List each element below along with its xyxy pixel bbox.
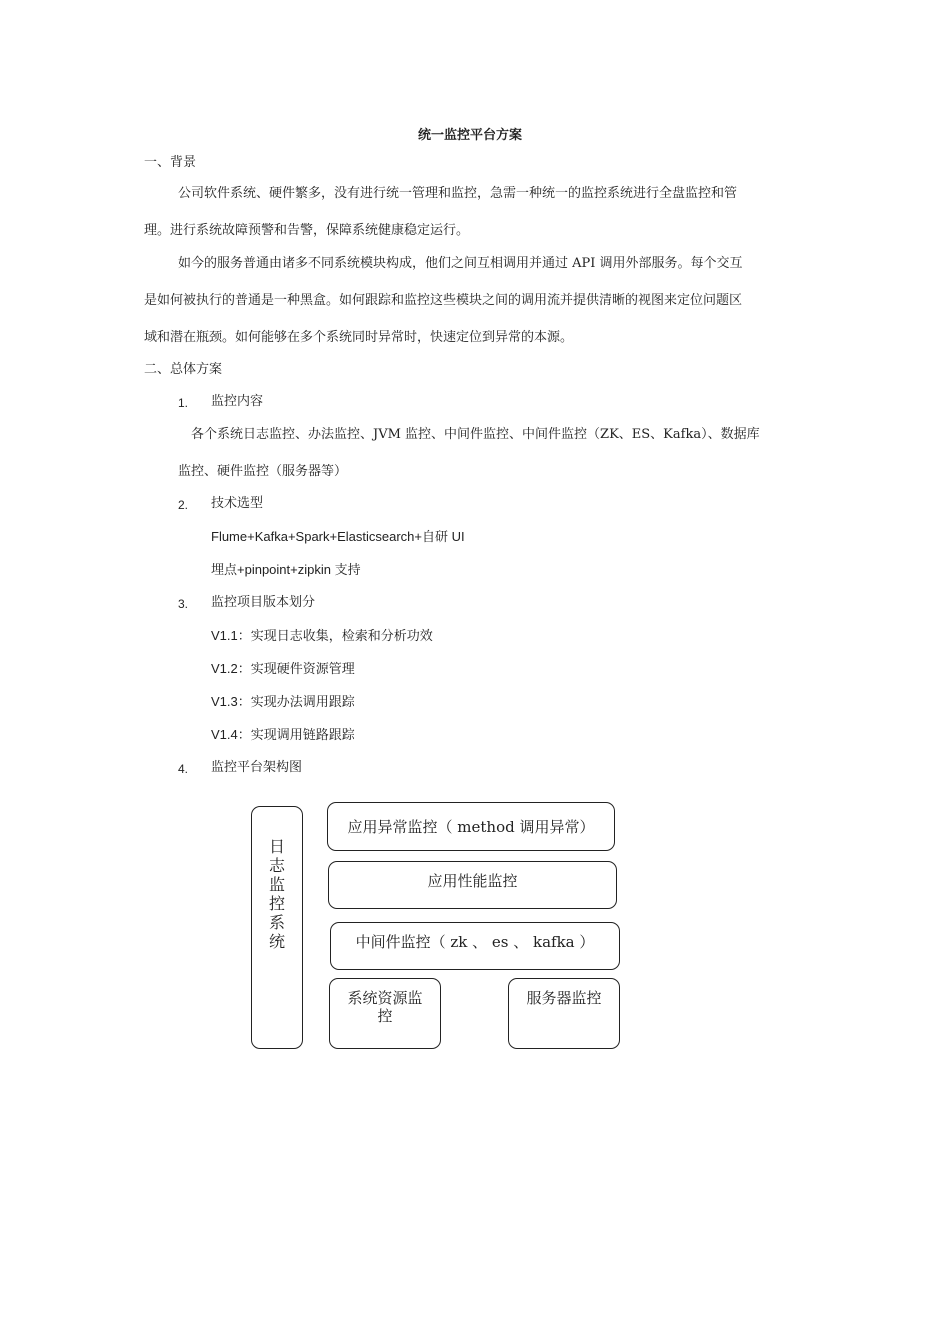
item-2-title: 技术选型 — [211, 496, 264, 511]
paragraph-2-line-2: 是如何被执行的普通是一种黑盒。如何跟踪和监控这些模块之间的调用流并提供清晰的视图来定位问题区 — [144, 293, 743, 308]
doc-title: 统一监控平台方案 — [418, 128, 523, 143]
paragraph-2-line-1: 如今的服务普通由诸多不同系统模块构成，他们之间互相调用并通过 API 调用外部服务。每个交互 — [178, 256, 743, 271]
version-1-3: V1.3：实现办法调用跟踪 — [211, 694, 355, 709]
log-monitoring-system-box — [251, 806, 303, 1049]
version-1-2: V1.2：实现硬件资源管理 — [211, 661, 355, 676]
server-monitoring-box — [508, 978, 620, 1049]
log-monitoring-system-label: 日志监控系统 — [269, 837, 286, 951]
system-resource-monitoring-label: 系统资源监控 — [347, 989, 423, 1025]
section-2-heading: 二、总体方案 — [144, 362, 223, 377]
item-3-number: 3. — [178, 597, 189, 611]
middleware-monitoring-label: 中间件监控（ zk 、 es 、 kafka ） — [355, 933, 595, 951]
item-1-line-1: 各个系统日志监控、办法监控、JVM 监控、中间件监控、中间件监控（ZK、ES、Kafka）、数据库 — [191, 427, 760, 442]
paragraph-1-line-1: 公司软件系统、硬件繁多，没有进行统一管理和监控，急需一种统一的监控系统进行全盘监控和管 — [178, 186, 738, 201]
app-exception-monitoring-box — [327, 802, 615, 851]
server-monitoring-label: 服务器监控 — [526, 989, 602, 1007]
version-1-4: V1.4：实现调用链路跟踪 — [211, 727, 355, 742]
item-1-line-2: 监控、硬件监控（服务器等） — [178, 464, 348, 479]
item-4-number: 4. — [178, 762, 189, 776]
item-2-line-1: Flume+Kafka+Spark+Elasticsearch+自研 UI — [211, 529, 465, 544]
item-2-number: 2. — [178, 498, 189, 512]
paragraph-1-line-2: 理。进行系统故障预警和告警，保障系统健康稳定运行。 — [144, 223, 470, 238]
version-1-1: V1.1：实现日志收集，检索和分析功效 — [211, 628, 433, 643]
middleware-monitoring-box — [330, 922, 620, 970]
paragraph-2-line-3: 域和潜在瓶颈。如何能够在多个系统同时异常时，快速定位到异常的本源。 — [144, 330, 574, 345]
app-exception-monitoring-label: 应用异常监控（ method 调用异常） — [347, 817, 595, 836]
item-1-title: 监控内容 — [211, 394, 264, 409]
app-performance-monitoring-box — [328, 861, 617, 909]
item-1-number: 1. — [178, 396, 189, 410]
app-performance-monitoring-label: 应用性能监控 — [427, 872, 518, 890]
item-2-line-2: 埋点+pinpoint+zipkin 支持 — [211, 562, 361, 577]
item-3-title: 监控项目版本划分 — [211, 595, 316, 610]
item-4-title: 监控平台架构图 — [211, 760, 303, 775]
section-1-heading: 一、背景 — [144, 155, 197, 170]
system-resource-monitoring-box — [329, 978, 441, 1049]
